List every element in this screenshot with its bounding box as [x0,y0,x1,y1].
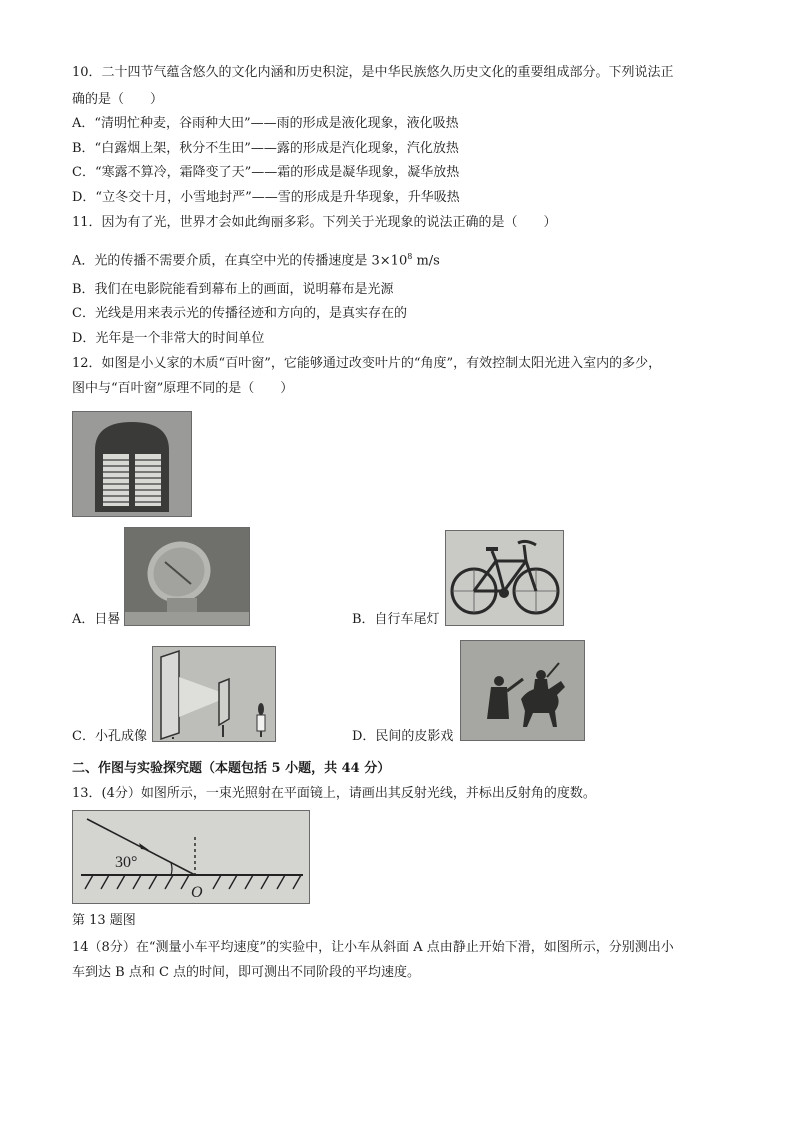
q10-option-c: C．“寒露不算冷，霜降变了天”——霜的形成是凝华现象，凝华放热 [72,165,460,180]
q11-stem: 11．因为有了光，世界才会如此绚丽多彩。下列关于光现象的说法正确的是（ ） [72,215,557,230]
q14-stem-line1: 14（8分）在“测量小车平均速度”的实验中，让小车从斜面 A 点由静止开始下滑，如图所示，分别测出小 [72,940,674,955]
q12-option-b: B．自行车尾灯 [352,612,440,627]
q12-option-d: D．民间的皮影戏 [352,729,454,744]
q14-stem-line2: 车到达 B 点和 C 点的时间，即可测出不同阶段的平均速度。 [72,965,421,980]
q11-option-a [72,248,440,270]
q10-stem-line2: 确的是（ ） [72,92,164,107]
section-2-heading: 二、作图与实验探究题（本题包括 5 小题，共 44 分） [72,761,391,776]
q13-figure-caption: 第 13 题图 [72,913,136,928]
q11-option-a-exponent: 8 [407,252,413,261]
q13-stem: 13．(4分）如图所示，一束光照射在平面镜上，请画出其反射光线，并标出反射角的度数。 [72,786,596,801]
q10-stem-line1: 10．二十四节气蕴含悠久的文化内涵和历史积淀，是中华民族悠久历史文化的重要组成部分。下列说法正 [72,65,674,80]
q12-stem-line2: 图中与“百叶窗”原理不同的是（ ） [72,381,294,396]
q12-stem-line1: 12．如图是小乂家的木质“百叶窗”，它能够通过改变叶片的“角度”，有效控制太阳光进入室内的多少， [72,356,662,371]
q11-option-a-prefix: A．光的传播不需要介质，在真空中光的传播速度是 3×10 [72,253,408,269]
q11-option-a-suffix: m/s [412,253,440,269]
q11-option-d: D．光年是一个非常大的时间单位 [72,331,265,346]
sundial-photo [124,527,250,626]
pinhole-imaging-photo [152,646,276,742]
q11-option-c: C．光线是用来表示光的传播径迹和方向的，是真实存在的 [72,306,407,321]
q12-option-c: C．小孔成像 [72,729,147,744]
q10-option-d: D．“立冬交十月，小雪地封严”——雪的形成是升华现象，升华吸热 [72,190,460,205]
bicycle-photo [445,530,564,626]
shadow-puppetry-photo [460,640,585,741]
q11-option-b: B．我们在电影院能看到幕布上的画面，说明幕布是光源 [72,282,394,297]
q10-option-a: A．“清明忙种麦，谷雨种大田”——雨的形成是液化现象，液化吸热 [72,116,459,131]
q13-angle-label: 30° [115,854,138,871]
louver-window-photo [72,411,192,517]
q12-option-a: A．日晷 [72,612,121,627]
mirror-reflection-diagram [72,810,310,904]
q10-option-b: B．“白露烟上架，秋分不生田”——露的形成是汽化现象，汽化放热 [72,141,459,156]
q13-point-label: O [191,884,203,901]
